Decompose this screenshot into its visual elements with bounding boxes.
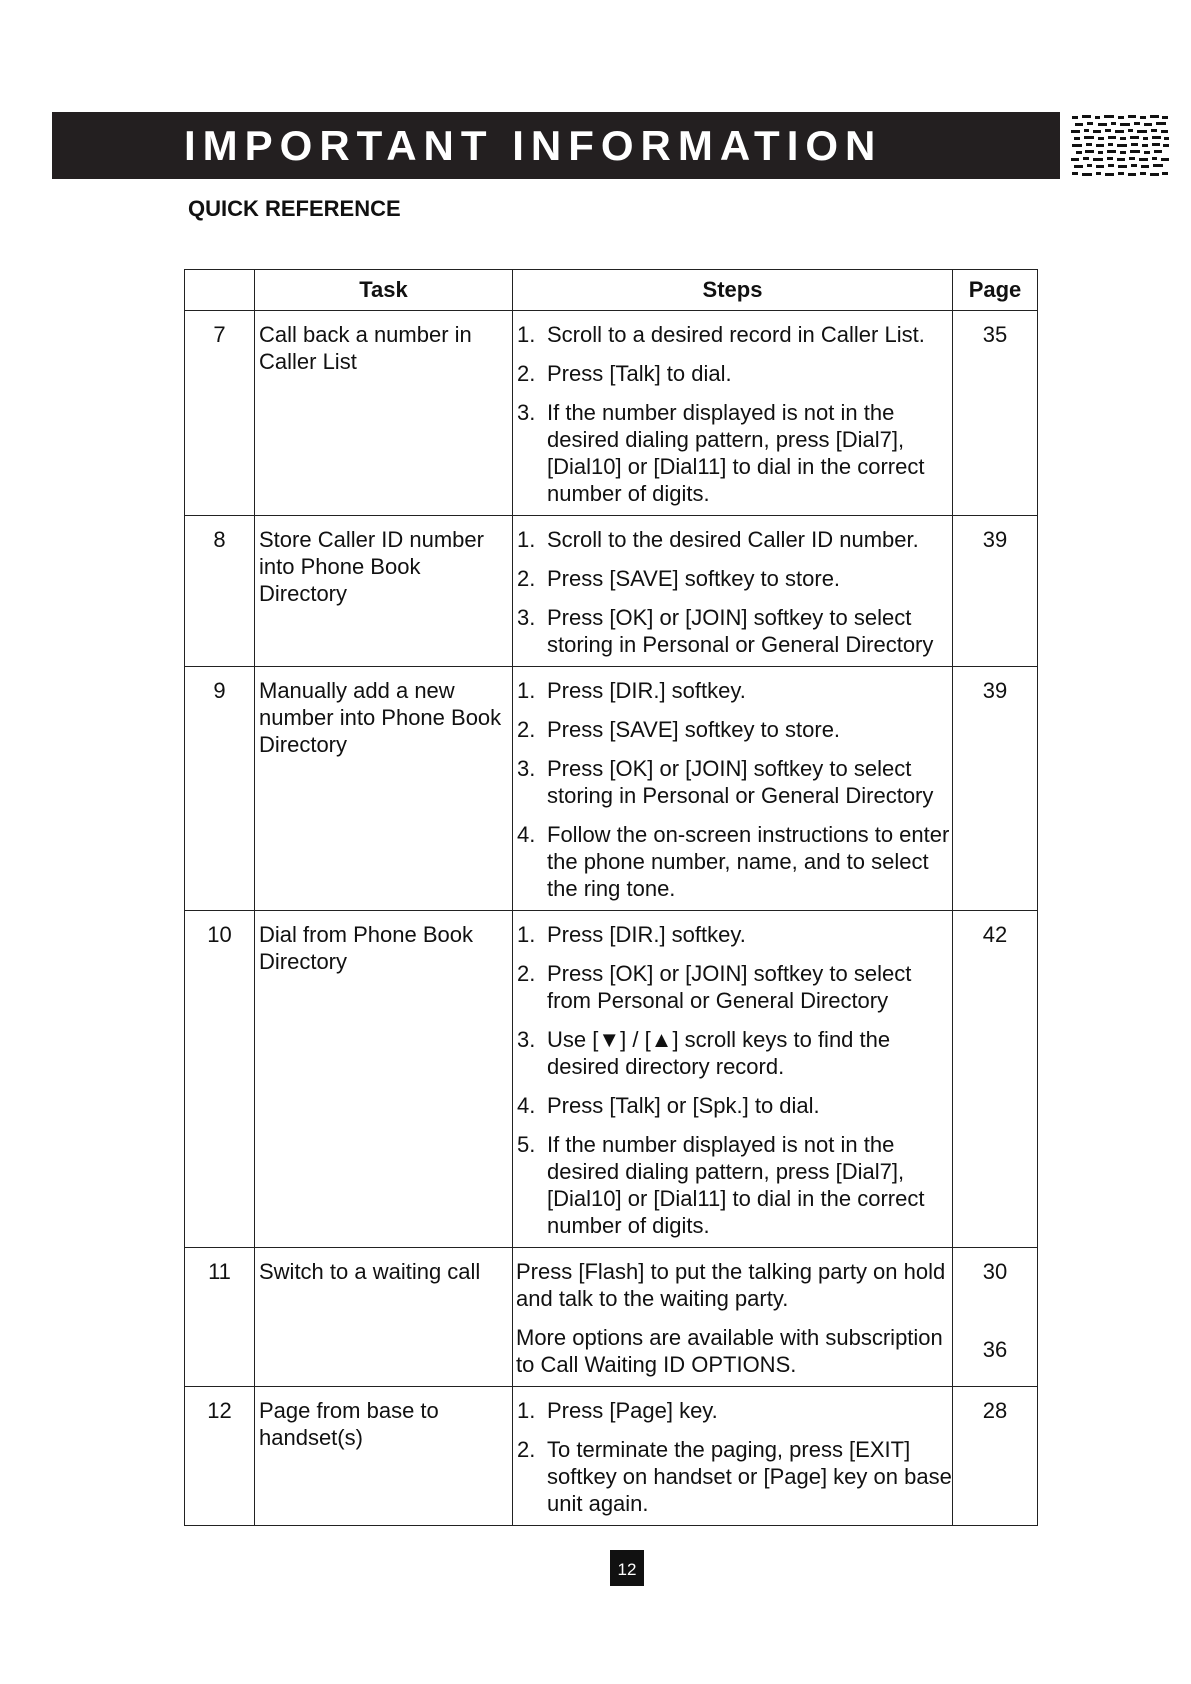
row-number: 7	[185, 311, 255, 516]
step-text: Press [DIR.] softkey.	[547, 678, 746, 703]
page-cell: 42	[953, 911, 1038, 1248]
step-text: Press [OK] or [JOIN] softkey to select storing in Personal or General Directory	[547, 605, 934, 657]
page-number: 12	[610, 1550, 644, 1586]
row-number: 8	[185, 516, 255, 667]
step-text: Press [Talk] to dial.	[547, 361, 732, 386]
step-text: Use [▼] / [▲] scroll keys to find the desired directory record.	[547, 1027, 891, 1079]
table-row	[185, 1387, 1038, 1526]
list-item	[513, 821, 952, 902]
list-item	[513, 526, 952, 553]
list-item	[513, 1397, 952, 1424]
step-number: 5.	[517, 1132, 536, 1157]
step-text: Press [SAVE] softkey to store.	[547, 717, 841, 742]
steps-cell	[513, 1248, 953, 1387]
step-text: Press [DIR.] softkey.	[547, 922, 746, 947]
task-cell: Switch to a waiting call	[255, 1248, 513, 1387]
step-text: Press [SAVE] softkey to store.	[547, 566, 841, 591]
page-cell: 28	[953, 1387, 1038, 1526]
task-cell: Call back a number in Caller List	[255, 311, 513, 516]
list-item	[513, 399, 952, 507]
row-number: 12	[185, 1387, 255, 1526]
table-row	[185, 311, 1038, 516]
steps-cell	[513, 516, 953, 667]
task-cell: Store Caller ID number into Phone Book Directory	[255, 516, 513, 667]
step-text: Follow the on-screen instructions to enter the phone number, name, and to select the ring tone.	[547, 822, 950, 901]
page-cell: 35	[953, 311, 1038, 516]
step-paragraph: Press [Flash] to put the talking party on hold and talk to the waiting party.	[516, 1259, 946, 1311]
step-number: 3.	[517, 1027, 536, 1052]
step-number: 2.	[517, 1437, 536, 1462]
table-row	[185, 667, 1038, 911]
step-number: 4.	[517, 1093, 536, 1118]
steps-cell	[513, 911, 953, 1248]
task-cell: Page from base to handset(s)	[255, 1387, 513, 1526]
table-row	[185, 911, 1038, 1248]
table-header-row	[185, 270, 1038, 311]
header-task: Task	[255, 270, 513, 311]
step-text: Press [Talk] or [Spk.] to dial.	[547, 1093, 820, 1118]
row-number: 9	[185, 667, 255, 911]
steps-cell	[513, 311, 953, 516]
row-number: 10	[185, 911, 255, 1248]
page-cell	[953, 1248, 1038, 1387]
list-item	[513, 677, 952, 704]
step-text: Press [Page] key.	[547, 1398, 718, 1423]
steps-cell	[513, 1387, 953, 1526]
step-text: Press [OK] or [JOIN] softkey to select storing in Personal or General Directory	[547, 756, 934, 808]
step-number: 1.	[517, 322, 536, 347]
list-item	[513, 960, 952, 1014]
header-num	[185, 270, 255, 311]
quick-reference-table	[184, 269, 1038, 1526]
step-number: 3.	[517, 400, 536, 425]
step-number: 2.	[517, 566, 536, 591]
list-item	[513, 921, 952, 948]
step-text: Press [OK] or [JOIN] softkey to select from Personal or General Directory	[547, 961, 912, 1013]
step-number: 2.	[517, 717, 536, 742]
decorative-pattern-icon	[1070, 113, 1170, 179]
step-number: 2.	[517, 961, 536, 986]
list-item	[513, 360, 952, 387]
task-cell: Dial from Phone Book Directory	[255, 911, 513, 1248]
step-text: Scroll to the desired Caller ID number.	[547, 527, 919, 552]
step-text: Scroll to a desired record in Caller List.	[547, 322, 925, 347]
table-row	[185, 1248, 1038, 1387]
table-row	[185, 516, 1038, 667]
step-paragraph: More options are available with subscription to Call Waiting ID OPTIONS.	[516, 1325, 943, 1377]
page-ref: 30	[982, 1259, 1008, 1284]
list-item	[513, 1092, 952, 1119]
page-cell: 39	[953, 516, 1038, 667]
step-number: 3.	[517, 756, 536, 781]
list-item	[513, 565, 952, 592]
header-steps: Steps	[513, 270, 953, 311]
step-number: 4.	[517, 822, 536, 847]
step-text: If the number displayed is not in the desired dialing pattern, press [Dial7], [Dial10] or [Dial11] to dial in the correct number of digits.	[547, 400, 925, 506]
page-cell: 39	[953, 667, 1038, 911]
step-number: 2.	[517, 361, 536, 386]
list-item	[513, 716, 952, 743]
step-text: To terminate the paging, press [EXIT] softkey on handset or [Page] key on base unit again.	[547, 1437, 952, 1516]
steps-cell	[513, 667, 953, 911]
step-number: 3.	[517, 605, 536, 630]
step-number: 1.	[517, 922, 536, 947]
row-number: 11	[185, 1248, 255, 1387]
list-item	[513, 755, 952, 809]
header-page: Page	[953, 270, 1038, 311]
step-text: If the number displayed is not in the desired dialing pattern, press [Dial7], [Dial10] or [Dial11] to dial in the correct number of digits.	[547, 1132, 925, 1238]
step-number: 1.	[517, 678, 536, 703]
list-item	[513, 1436, 952, 1517]
list-item	[513, 1131, 952, 1239]
page-ref: 36	[982, 1337, 1008, 1362]
list-item	[513, 604, 952, 658]
list-item	[513, 1026, 952, 1080]
step-number: 1.	[517, 1398, 536, 1423]
section-title: QUICK REFERENCE	[188, 196, 401, 221]
list-item	[513, 321, 952, 348]
task-cell: Manually add a new number into Phone Book Directory	[255, 667, 513, 911]
page-title: IMPORTANT INFORMATION	[184, 122, 883, 169]
step-number: 1.	[517, 527, 536, 552]
